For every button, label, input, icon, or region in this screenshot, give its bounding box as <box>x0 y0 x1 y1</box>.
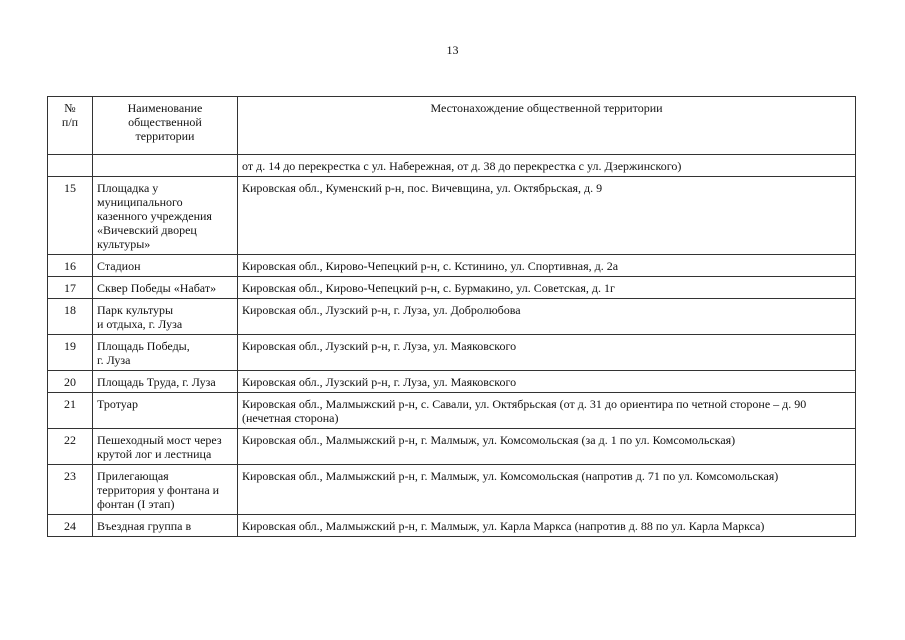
row-territory-name: Стадион <box>93 255 238 277</box>
page-number: 13 <box>446 43 459 57</box>
row-number: 16 <box>48 255 93 277</box>
row-number: 18 <box>48 299 93 335</box>
table-row <box>48 155 856 177</box>
row-territory-name: Сквер Победы «Набат» <box>93 277 238 299</box>
row-number: 22 <box>48 429 93 465</box>
row-territory-name: Площадь Победы, г. Луза <box>93 335 238 371</box>
row-territory-location: Кировская обл., Куменский р-н, пос. Вичевщина, ул. Октябрьская, д. 9 <box>238 177 856 255</box>
row-territory-location: Кировская обл., Малмыжский р-н, г. Малмыж, ул. Карла Маркса (напротив д. 88 по ул. Карла Маркса) <box>238 515 856 537</box>
row-number: 21 <box>48 393 93 429</box>
row-territory-location: от д. 14 до перекрестка с ул. Набережная, от д. 38 до перекрестка с ул. Дзержинского) <box>238 155 856 177</box>
row-territory-location: Кировская обл., Лузский р-н, г. Луза, ул. Маяковского <box>238 371 856 393</box>
header-territory-location: Местонахождение общественной территории <box>238 97 856 155</box>
row-number: 15 <box>48 177 93 255</box>
row-territory-location: Кировская обл., Лузский р-н, г. Луза, ул. Добролюбова <box>238 299 856 335</box>
table-row <box>48 277 856 299</box>
row-territory-location: Кировская обл., Лузский р-н, г. Луза, ул. Маяковского <box>238 335 856 371</box>
row-territory-name: Парк культуры и отдыха, г. Луза <box>93 299 238 335</box>
row-number: 23 <box>48 465 93 515</box>
row-territory-location: Кировская обл., Кирово-Чепецкий р-н, с. Кстинино, ул. Спортивная, д. 2а <box>238 255 856 277</box>
row-territory-location: Кировская обл., Малмыжский р-н, г. Малмыж, ул. Комсомольская (за д. 1 по ул. Комсомольская) <box>238 429 856 465</box>
row-number <box>48 155 93 177</box>
row-territory-name <box>93 155 238 177</box>
table-row <box>48 429 856 465</box>
table-row <box>48 299 856 335</box>
table-row <box>48 465 856 515</box>
row-number: 19 <box>48 335 93 371</box>
row-number: 17 <box>48 277 93 299</box>
territories-table <box>47 96 856 537</box>
row-territory-name: Площадь Труда, г. Луза <box>93 371 238 393</box>
table-row <box>48 393 856 429</box>
row-territory-location: Кировская обл., Кирово-Чепецкий р-н, с. Бурмакино, ул. Советская, д. 1г <box>238 277 856 299</box>
row-territory-location: Кировская обл., Малмыжский р-н, с. Савали, ул. Октябрьская (от д. 31 до ориентира по четной стороне – д. 90 (нечетная сторона) <box>238 393 856 429</box>
row-territory-name: Тротуар <box>93 393 238 429</box>
table-row <box>48 335 856 371</box>
row-territory-name: Въездная группа в <box>93 515 238 537</box>
row-territory-name: Прилегающая территория у фонтана и фонтан (I этап) <box>93 465 238 515</box>
row-territory-location: Кировская обл., Малмыжский р-н, г. Малмыж, ул. Комсомольская (напротив д. 71 по ул. Комсомольская) <box>238 465 856 515</box>
row-number: 20 <box>48 371 93 393</box>
table-row <box>48 371 856 393</box>
table-row <box>48 177 856 255</box>
header-territory-name: Наименование общественной территории <box>93 97 238 155</box>
table-row <box>48 515 856 537</box>
row-territory-name: Пешеходный мост через крутой лог и лестница <box>93 429 238 465</box>
row-territory-name: Площадка у муниципального казенного учреждения «Вичевский дворец культуры» <box>93 177 238 255</box>
table-header-row <box>48 97 856 155</box>
header-number: № п/п <box>48 97 93 155</box>
row-number: 24 <box>48 515 93 537</box>
table-row <box>48 255 856 277</box>
